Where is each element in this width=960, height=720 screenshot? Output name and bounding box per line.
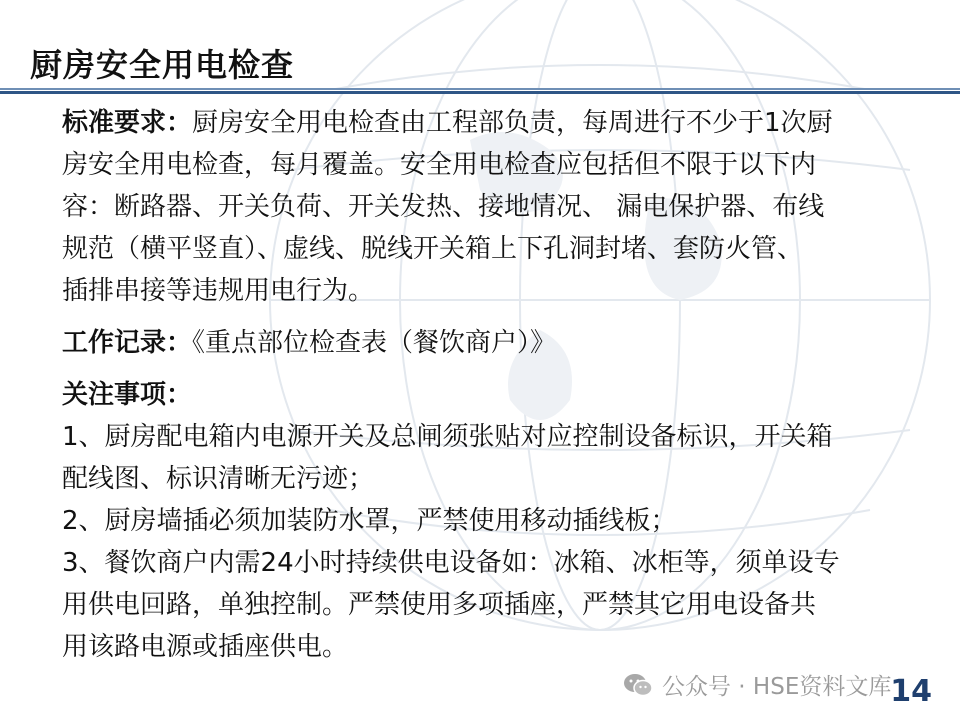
wechat-icon bbox=[622, 671, 654, 699]
notes-line-4: 3、餐饮商户内需24小时持续供电设备如：冰箱、冰柜等，须单设专 bbox=[62, 548, 840, 578]
requirement-line-1 bbox=[62, 102, 902, 144]
page-title: 厨房安全用电检查 bbox=[30, 46, 295, 84]
record-line bbox=[62, 322, 902, 364]
watermark bbox=[622, 668, 891, 701]
notes-line-3: 2、厨房墙插必须加装防水罩，严禁使用移动插线板； bbox=[62, 506, 677, 536]
record-text: 《重点部位检查表（餐饮商户）》 bbox=[192, 328, 557, 358]
record-label: 工作记录： bbox=[62, 328, 193, 358]
notes-line-5: 用供电回路，单独控制。严禁使用多项插座，严禁其它用电设备共 bbox=[62, 590, 817, 620]
requirement-line-3: 容：断路器、开关负荷、开关发热、接地情况、 漏电保护器、布线 bbox=[62, 192, 825, 222]
requirement-line-5: 插排串接等违规用电行为。 bbox=[62, 276, 375, 306]
notes-label: 关注事项： bbox=[62, 380, 193, 410]
notes-line-1: 1、厨房配电箱内电源开关及总闸须张贴对应控制设备标识，开关箱 bbox=[62, 422, 833, 452]
requirement-label: 标准要求： bbox=[62, 108, 193, 138]
watermark-text: 公众号 · HSE资料文库 bbox=[662, 674, 892, 700]
notes-line-2: 配线图、标识清晰无污迹； bbox=[62, 464, 375, 494]
title-divider bbox=[0, 88, 960, 94]
requirement-line-2: 房安全用电检查，每月覆盖。安全用电检查应包括但不限于以下内 bbox=[62, 150, 817, 180]
requirement-text: 厨房安全用电检查由工程部负责，每周进行不少于1次厨 bbox=[192, 108, 833, 138]
notes-line-6: 用该路电源或插座供电。 bbox=[62, 632, 349, 662]
slide-content bbox=[62, 102, 902, 668]
requirement-line-4: 规范（横平竖直）、虚线、脱线开关箱上下孔洞封堵、套防火管、 bbox=[62, 234, 804, 264]
page-number: 14 bbox=[890, 674, 932, 709]
